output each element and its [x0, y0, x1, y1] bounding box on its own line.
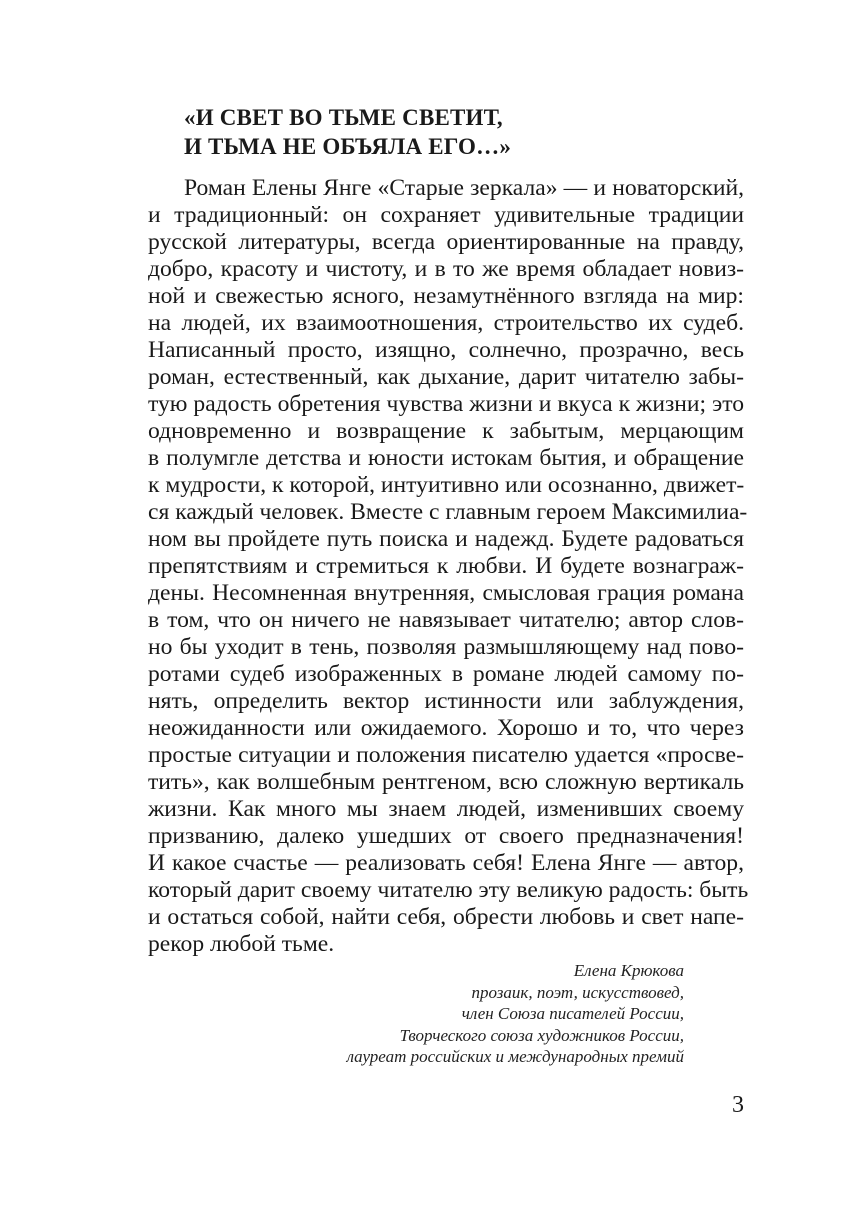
body-line: простые ситуации и положения писателю удается «просве-: [148, 742, 744, 768]
body-line: но бы уходит в тень, позволяя размышляющему над пово-: [148, 634, 744, 660]
author-signature: [347, 960, 684, 1068]
body-line: русской литературы, всегда ориентированные на правду,: [148, 229, 744, 255]
body-line: дены. Несомненная внутренняя, смысловая грация романа: [148, 580, 744, 606]
body-line: Написанный просто, изящно, солнечно, прозрачно, весь: [148, 337, 744, 363]
body-line: ной и свежестью ясного, незамутнённого взгляда на мир:: [148, 283, 744, 309]
body-line: в том, что он ничего не навязывает читателю; автор слов-: [148, 607, 744, 633]
body-line: и остаться собой, найти себя, обрести любовь и свет напе-: [148, 904, 744, 930]
epigraph-title: [184, 103, 744, 161]
body-paragraph: [148, 175, 749, 958]
body-line: одновременно и возвращение к забытым, мерцающим: [148, 418, 744, 444]
body-line: в полумгле детства и юности истокам бытия, и обращение: [148, 445, 744, 471]
body-line: Роман Елены Янге «Старые зеркала» — и новаторский,: [184, 175, 744, 201]
body-line: который дарит своему читателю эту великую радость: быть: [148, 877, 749, 903]
page-number: 3: [732, 1092, 744, 1118]
signature-line-3: Творческого союза художников России,: [399, 1025, 684, 1045]
body-line: ном вы пройдете путь поиска и надежд. Будете радоваться: [148, 526, 744, 552]
signature-line-1: прозаик, поэт, искусствовед,: [471, 982, 684, 1002]
body-line: жизни. Как много мы знаем людей, изменивших своему: [148, 796, 744, 822]
body-line: неожиданности или ожидаемого. Хорошо и то, что через: [148, 715, 744, 741]
body-line: и традиционный: он сохраняет удивительные традиции: [148, 202, 744, 228]
body-line: тую радость обретения чувства жизни и вкуса к жизни; это: [148, 391, 744, 417]
body-line: на людей, их взаимоотношения, строительство их судеб.: [148, 310, 744, 336]
body-line: ротами судеб изображенных в романе людей самому по-: [148, 661, 744, 687]
body-line: рекор любой тьме.: [148, 931, 335, 957]
body-line: нять, определить вектор истинности или заблуждения,: [148, 688, 744, 714]
body-line: тить», как волшебным рентгеном, всю сложную вертикаль: [148, 769, 744, 795]
body-line: призванию, далеко ушедших от своего предназначения!: [148, 823, 744, 849]
body-line: препятствиям и стремиться к любви. И будете вознаграж-: [148, 553, 744, 579]
body-line: ся каждый человек. Вместе с главным героем Максимилиа-: [148, 499, 748, 525]
body-line: И какое счастье — реализовать себя! Елена Янге — автор,: [148, 850, 744, 876]
body-line: роман, естественный, как дыхание, дарит читателю забы-: [148, 364, 744, 390]
page-content: [148, 103, 749, 958]
body-line: к мудрости, к которой, интуитивно или осознанно, движет-: [148, 472, 745, 498]
signature-line-4: лауреат российских и международных премий: [346, 1047, 684, 1066]
body-line: добро, красоту и чистоту, и в то же время обладает новиз-: [148, 256, 744, 282]
title-line-1: «И СВЕТ ВО ТЬМЕ СВЕТИТ,: [184, 105, 503, 130]
title-line-2: И ТЬМА НЕ ОБЪЯЛА ЕГО…»: [184, 134, 512, 159]
signature-line-2: член Союза писателей России,: [461, 1004, 684, 1023]
signature-name: Елена Крюкова: [573, 961, 684, 980]
